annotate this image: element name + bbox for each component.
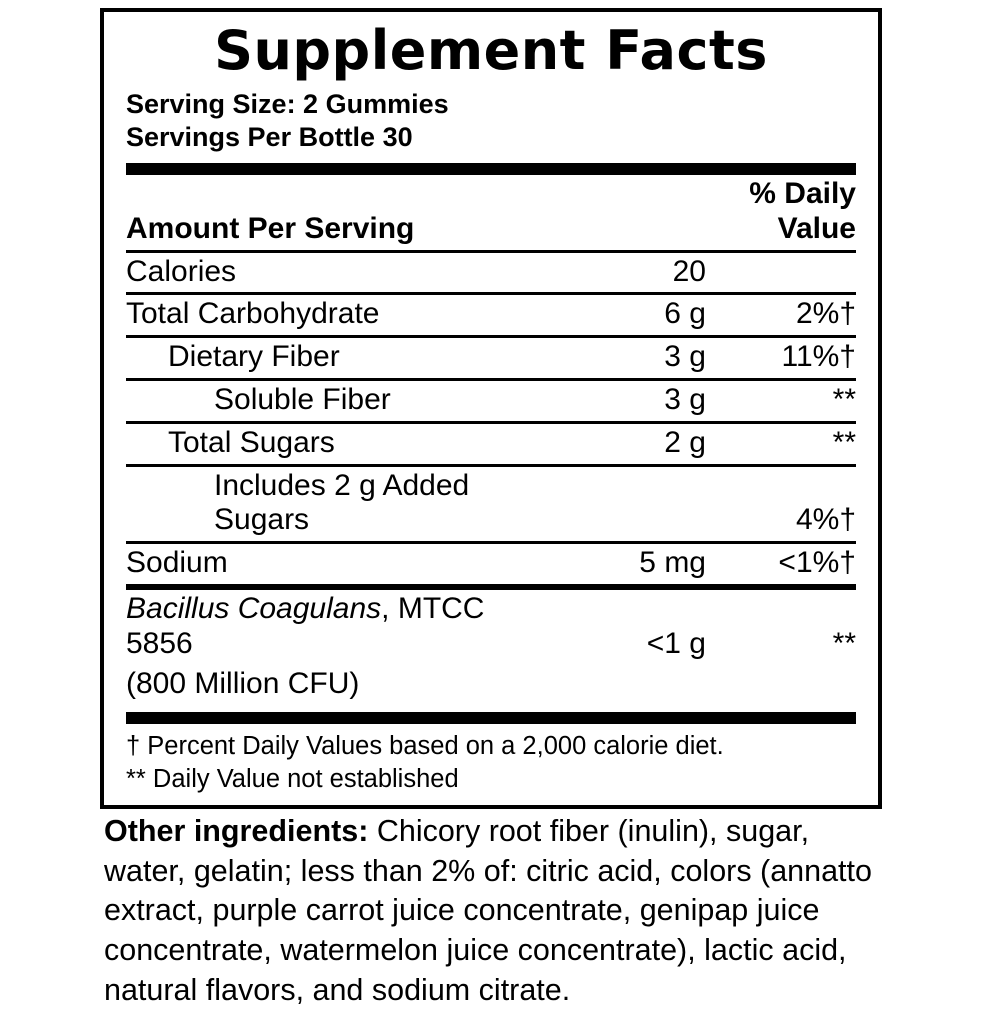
table-row — [126, 665, 856, 705]
supplement-facts-panel — [100, 8, 882, 809]
row-label: Total Carbohydrate — [126, 294, 526, 337]
panel-title: Supplement Facts — [214, 19, 768, 82]
row-dv: 2%† — [706, 294, 856, 337]
probiotic-table — [126, 590, 856, 704]
row-amount: 6 g — [526, 294, 706, 337]
other-ingredients-label: Other ingredients: — [104, 814, 369, 848]
amount-per-serving-label: Amount Per Serving — [126, 211, 415, 245]
row-label: Includes 2 g Added Sugars — [126, 465, 526, 543]
table-row — [126, 590, 856, 665]
servings-per-container: Servings Per Bottle 30 — [126, 122, 413, 153]
table-row — [126, 379, 856, 422]
probiotic-cfu: (800 Million CFU) — [126, 666, 360, 700]
row-amount — [526, 465, 706, 543]
row-dv: 11%† — [706, 337, 856, 380]
other-ingredients — [104, 812, 894, 1010]
table-row — [126, 465, 856, 543]
daily-value-label: % Daily Value — [749, 176, 856, 245]
row-amount: 3 g — [526, 337, 706, 380]
table-row — [126, 543, 856, 584]
row-amount: 20 — [526, 251, 706, 294]
table-row — [126, 422, 856, 465]
probiotic-name-rest: , MTCC 5856 — [126, 591, 485, 660]
divider-thick-top — [126, 163, 856, 175]
table-row — [126, 294, 856, 337]
probiotic-dv: ** — [832, 626, 856, 660]
other-ingredients-text: Chicory root fiber (inulin), sugar, water, gelatin; less than 2% of: citric acid, colors (annatto extract, purple carrot juice concentrate, genipap juice concentrate, watermelon juice concentrate), lactic acid, natural flavors, and sodium citrate. — [104, 814, 872, 1007]
row-dv: 4%† — [706, 465, 856, 543]
row-dv: ** — [706, 379, 856, 422]
table-header-row — [126, 175, 856, 251]
row-dv — [706, 251, 856, 294]
row-amount: 3 g — [526, 379, 706, 422]
table-row — [126, 337, 856, 380]
table-row — [126, 251, 856, 294]
row-label: Soluble Fiber — [126, 379, 526, 422]
row-label: Total Sugars — [126, 422, 526, 465]
row-dv: ** — [706, 422, 856, 465]
row-amount: 2 g — [526, 422, 706, 465]
row-dv: <1%† — [706, 543, 856, 584]
row-label: Dietary Fiber — [126, 337, 526, 380]
row-amount: 5 mg — [526, 543, 706, 584]
probiotic-amount: <1 g — [646, 626, 706, 660]
footnote-daily-values: † Percent Daily Values based on a 2,000 calorie diet. — [126, 732, 724, 761]
row-label: Sodium — [126, 543, 526, 584]
footnote-dv-not-established: ** Daily Value not established — [126, 765, 459, 794]
row-label: Calories — [126, 251, 526, 294]
probiotic-name-italic: Bacillus Coagulans — [126, 591, 382, 625]
probiotic-name — [126, 590, 526, 665]
divider-thick-bottom — [126, 712, 856, 724]
nutrition-table — [126, 175, 856, 584]
serving-size: Serving Size: 2 Gummies — [126, 89, 449, 119]
